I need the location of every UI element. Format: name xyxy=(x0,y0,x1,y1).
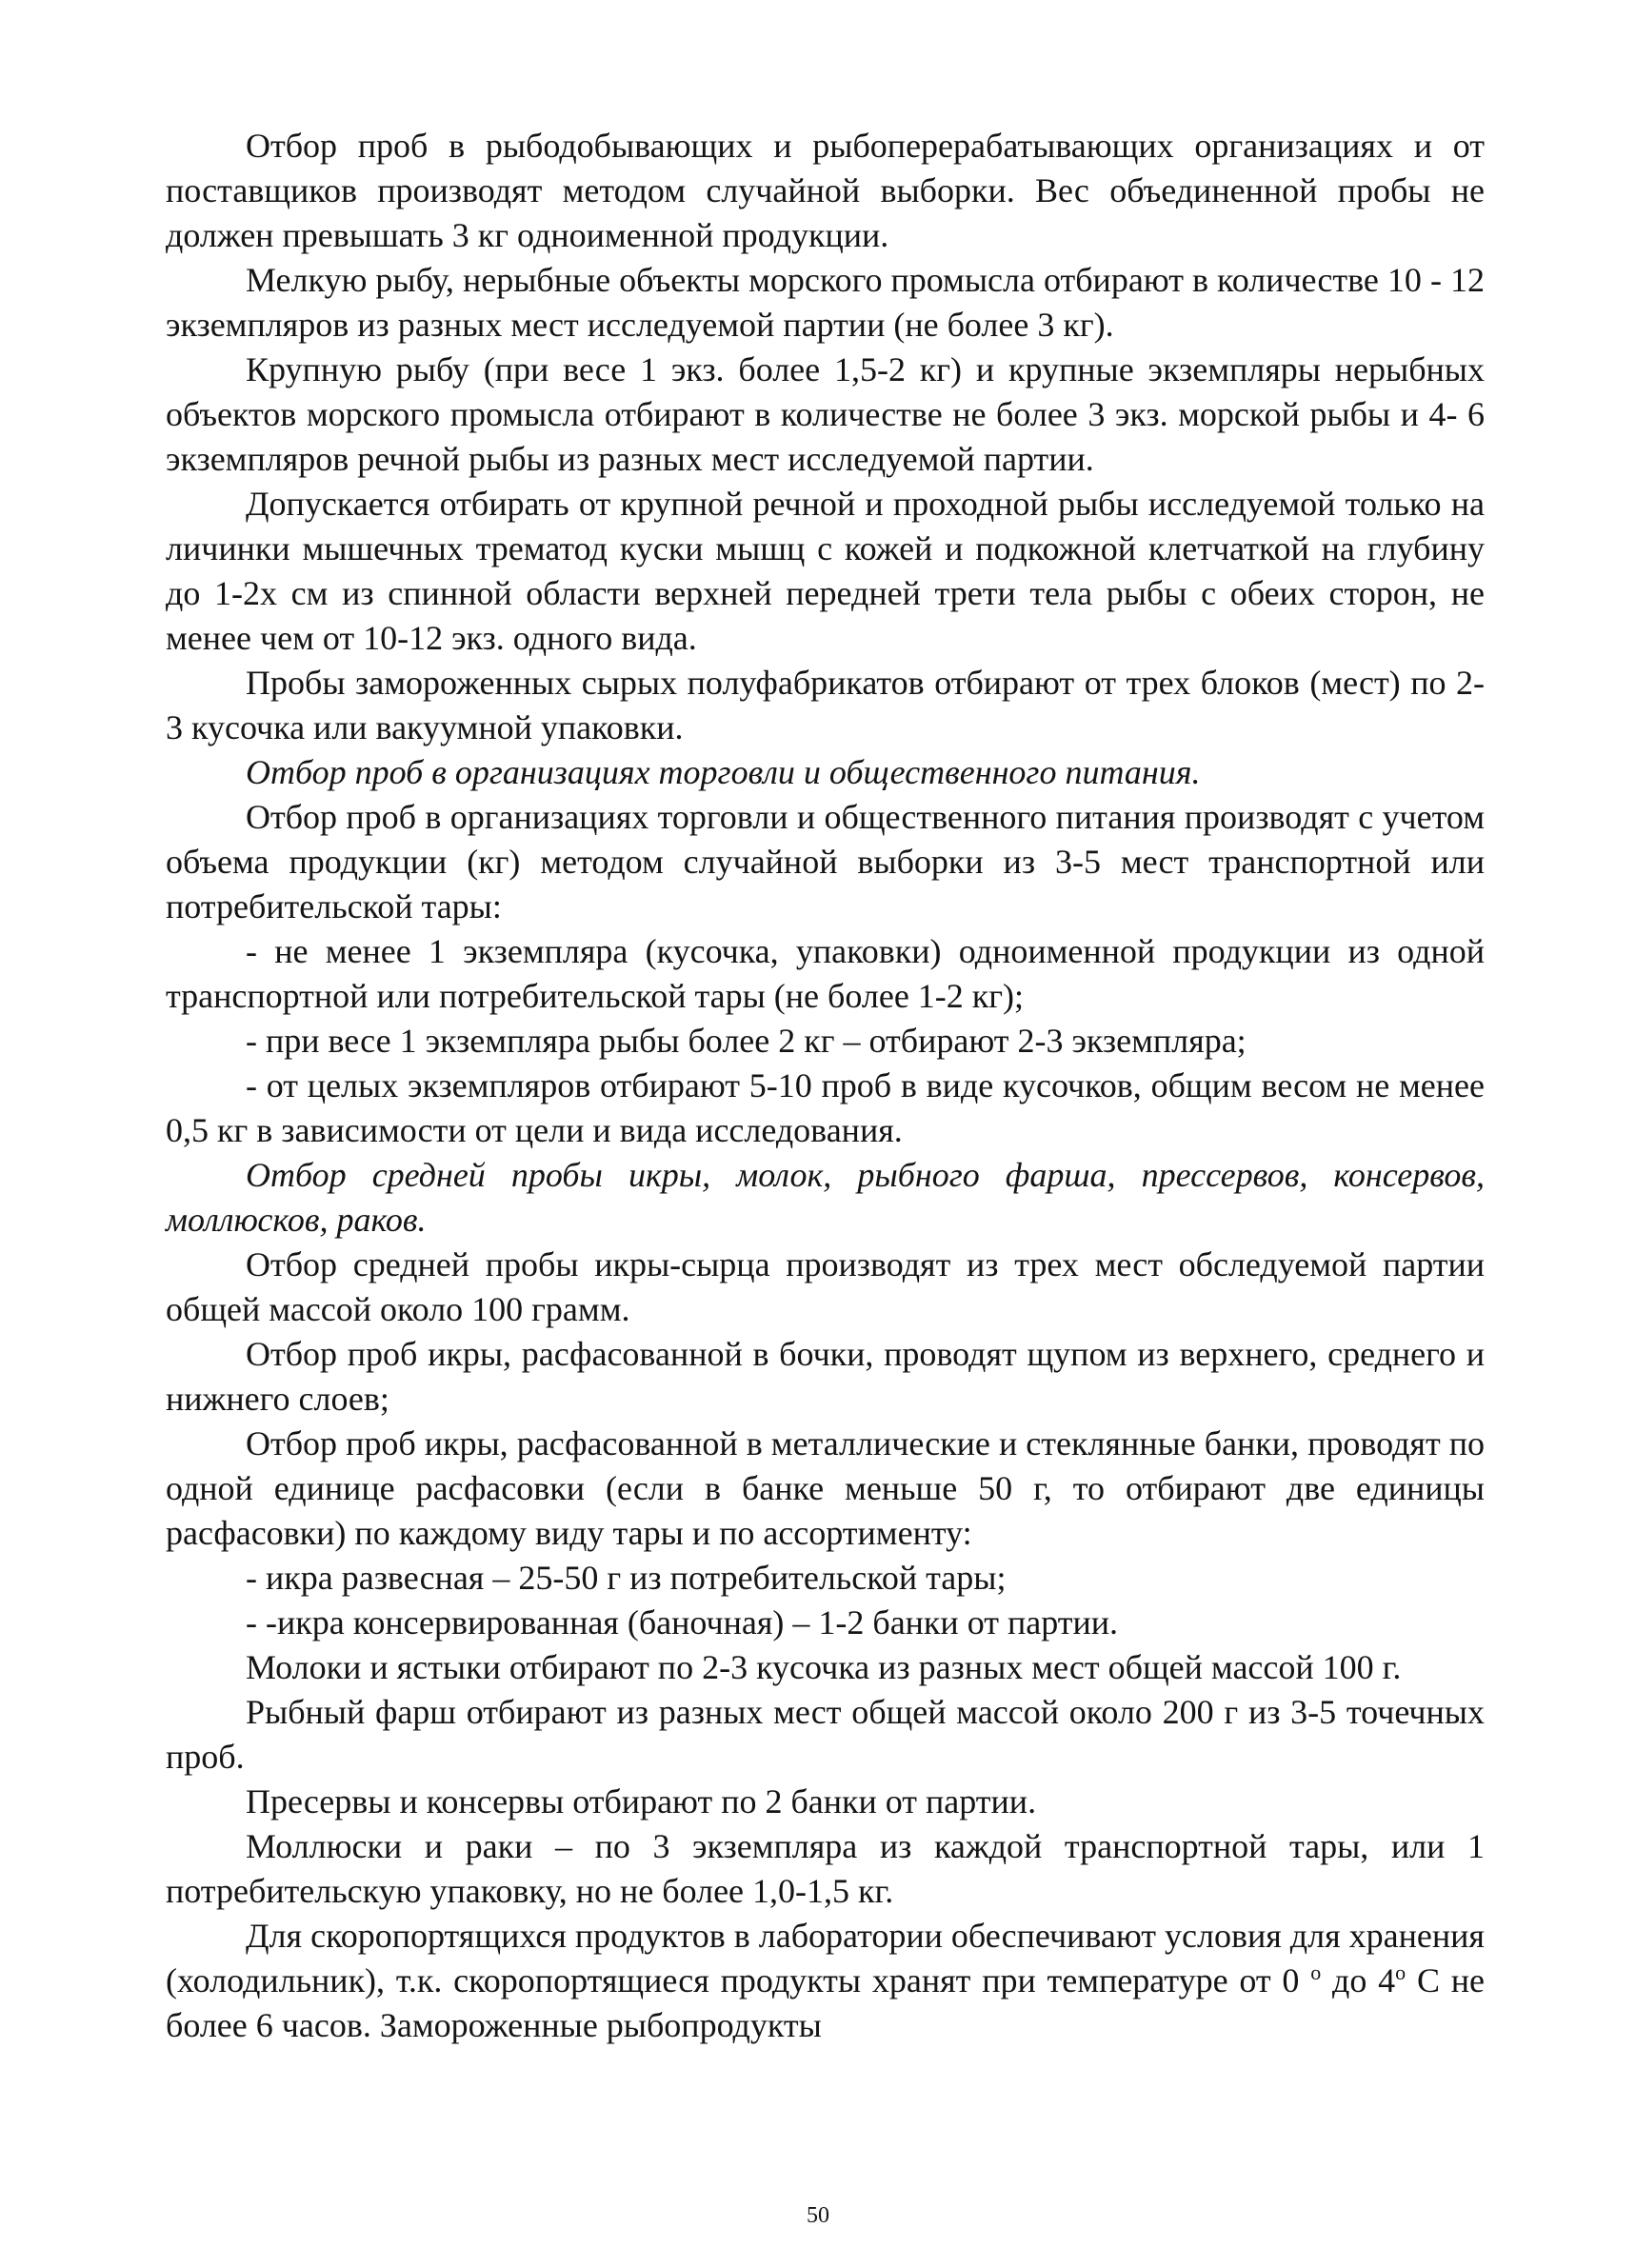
paragraph: Пробы замороженных сырых полуфабрикатов отбирают от трех блоков (мест) по 2-3 кусочка или вакуумной упаковки. xyxy=(166,664,1485,746)
degree-mark: o xyxy=(1395,1960,1407,1984)
paragraph: Отбор средней пробы икры-сырца производят из трех мест обследуемой партии общей массой около 100 грамм. xyxy=(166,1245,1485,1328)
paragraph: Допускается отбирать от крупной речной и проходной рыбы исследуемой только на личинки мышечных трематод куски мышц с кожей и подкожной клетчаткой на глубину до 1-2х см из спинной области верхней передней трети тела рыбы с обеих сторон, не менее чем от 10-12 экз. одного вида. xyxy=(166,485,1485,657)
paragraph: Молоки и ястыки отбирают по 2-3 кусочка из разных мест общей массой 100 г. xyxy=(246,1648,1402,1686)
page-number: 50 xyxy=(807,2203,829,2228)
document-page xyxy=(166,124,1485,2048)
list-item: - не менее 1 экземпляра (кусочка, упаковки) одноименной продукции из одной транспортной или потребительской тары (не более 1-2 кг); xyxy=(166,932,1485,1015)
list-item: - при весе 1 экземпляра рыбы более 2 кг – отбирают 2-3 экземпляра; xyxy=(246,1022,1247,1060)
list-item: - икра развесная – 25-50 г из потребительской тары; xyxy=(246,1559,1007,1597)
list-item: - -икра консервированная (баночная) – 1-2 банки от партии. xyxy=(246,1603,1118,1641)
section-heading: Отбор средней пробы икры, молок, рыбного фарша, прессервов, консервов, моллюсков, раков. xyxy=(166,1156,1485,1239)
degree-mark: o xyxy=(1310,1960,1322,1984)
paragraph: Рыбный фарш отбирают из разных мест общей массой около 200 г из 3-5 точечных проб. xyxy=(166,1693,1485,1776)
list-item: - от целых экземпляров отбирают 5-10 проб в виде кусочков, общим весом не менее 0,5 кг в зависимости от цели и вида исследования. xyxy=(166,1066,1485,1149)
section-heading: Отбор проб в организациях торговли и общественного питания. xyxy=(246,753,1201,791)
paragraph: Моллюски и раки – по 3 экземпляра из каждой транспортной тары, или 1 потребительскую упаковку, но не более 1,0-1,5 кг. xyxy=(166,1827,1485,1910)
paragraph: Отбор проб икры, расфасованной в металлические и стеклянные банки, проводят по одной единице расфасовки (если в банке меньше 50 г, то отбирают две единицы расфасовки) по каждому виду тары и по ассортименту: xyxy=(166,1424,1485,1552)
paragraph-last xyxy=(166,1914,1485,2048)
paragraph-text: до 4 xyxy=(1321,1961,1396,1999)
paragraph-text: Для скоропортящихся продуктов в лаборатории обеспечивают условия для хранения (холодильник), т.к. скоропортящиеся продукты хранят при температуре от 0 xyxy=(166,1917,1485,1999)
paragraph: Пресервы и консервы отбирают по 2 банки от партии. xyxy=(246,1782,1037,1820)
paragraph: Отбор проб икры, расфасованной в бочки, проводят щупом из верхнего, среднего и нижнего слоев; xyxy=(166,1335,1485,1418)
paragraph: Отбор проб в рыбодобывающих и рыбоперерабатывающих организациях и от поставщиков производят методом случайной выборки. Вес объединенной пробы не должен превышать 3 кг одноименной продукции. xyxy=(166,127,1485,254)
paragraph: Мелкую рыбу, нерыбные объекты морского промысла отбирают в количестве 10 - 12 экземпляров из разных мест исследуемой партии (не более 3 кг). xyxy=(166,261,1485,344)
paragraph-text: С не более 6 часов. Замороженные рыбопродукты xyxy=(166,1961,1485,2044)
paragraph: Крупную рыбу (при весе 1 экз. более 1,5-2 кг) и крупные экземпляры нерыбных объектов морского промысла отбирают в количестве не более 3 экз. морской рыбы и 4- 6 экземпляров речной рыбы из разных мест исследуемой партии. xyxy=(166,350,1485,478)
paragraph: Отбор проб в организациях торговли и общественного питания производят с учетом объема продукции (кг) методом случайной выборки из 3-5 мест транспортной или потребительской тары: xyxy=(166,798,1485,925)
